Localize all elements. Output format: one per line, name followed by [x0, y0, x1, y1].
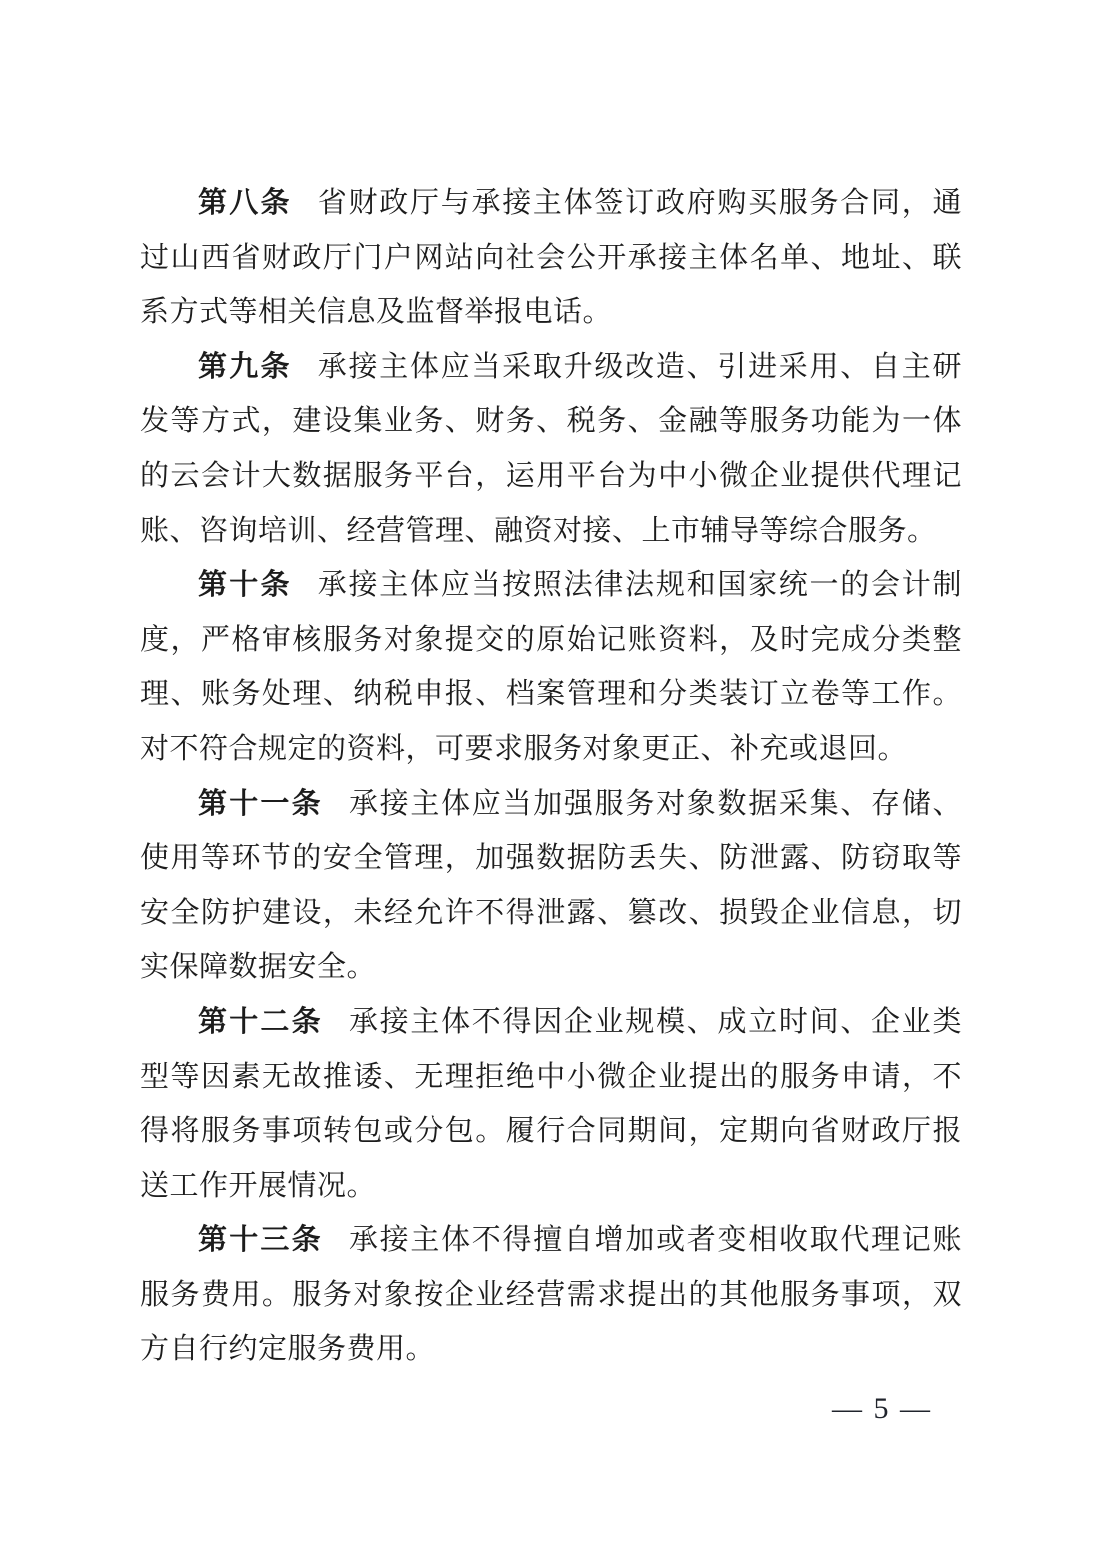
- article-number: 第九条: [198, 350, 292, 383]
- document-body: [140, 176, 962, 1377]
- article-text: 承接主体应当按照法律法规和国家统一的会计制度，严格审核服务对象提交的原始记账资料，及时完成分类整理、账务处理、纳税申报、档案管理和分类装订立卷等工作。对不符合规定的资料，可要求服务对象更正、补充或退回。: [140, 569, 962, 765]
- article-paragraph: [140, 176, 962, 340]
- article-number: 第十二条: [198, 1005, 323, 1038]
- article-number: 第十三条: [198, 1224, 323, 1257]
- article-paragraph: [140, 777, 962, 995]
- article-text: 承接主体不得因企业规模、成立时间、企业类型等因素无故推诿、无理拒绝中小微企业提出的服务申请，不得将服务事项转包或分包。履行合同期间，定期向省财政厅报送工作开展情况。: [140, 1005, 962, 1202]
- article-paragraph: [140, 340, 962, 558]
- page-number: — 5 —: [832, 1392, 932, 1425]
- article-text: 省财政厅与承接主体签订政府购买服务合同，通过山西省财政厅门户网站向社会公开承接主体名单、地址、联系方式等相关信息及监督举报电话。: [140, 187, 962, 329]
- article-paragraph: [140, 1213, 962, 1377]
- article-paragraph: [140, 995, 962, 1213]
- article-number: 第十条: [198, 569, 292, 602]
- article-text: 承接主体应当加强服务对象数据采集、存储、使用等环节的安全管理，加强数据防丢失、防泄露、防窃取等安全防护建设，未经允许不得泄露、篡改、损毁企业信息，切实保障数据安全。: [140, 787, 962, 984]
- article-number: 第十一条: [198, 787, 323, 820]
- article-number: 第八条: [198, 187, 292, 219]
- article-paragraph: [140, 558, 962, 776]
- article-text: 承接主体不得擅自增加或者变相收取代理记账服务费用。服务对象按企业经营需求提出的其他服务事项，双方自行约定服务费用。: [140, 1224, 962, 1366]
- article-text: 承接主体应当采取升级改造、引进采用、自主研发等方式，建设集业务、财务、税务、金融等服务功能为一体的云会计大数据服务平台，运用平台为中小微企业提供代理记账、咨询培训、经营管理、融资对接、上市辅导等综合服务。: [140, 350, 962, 547]
